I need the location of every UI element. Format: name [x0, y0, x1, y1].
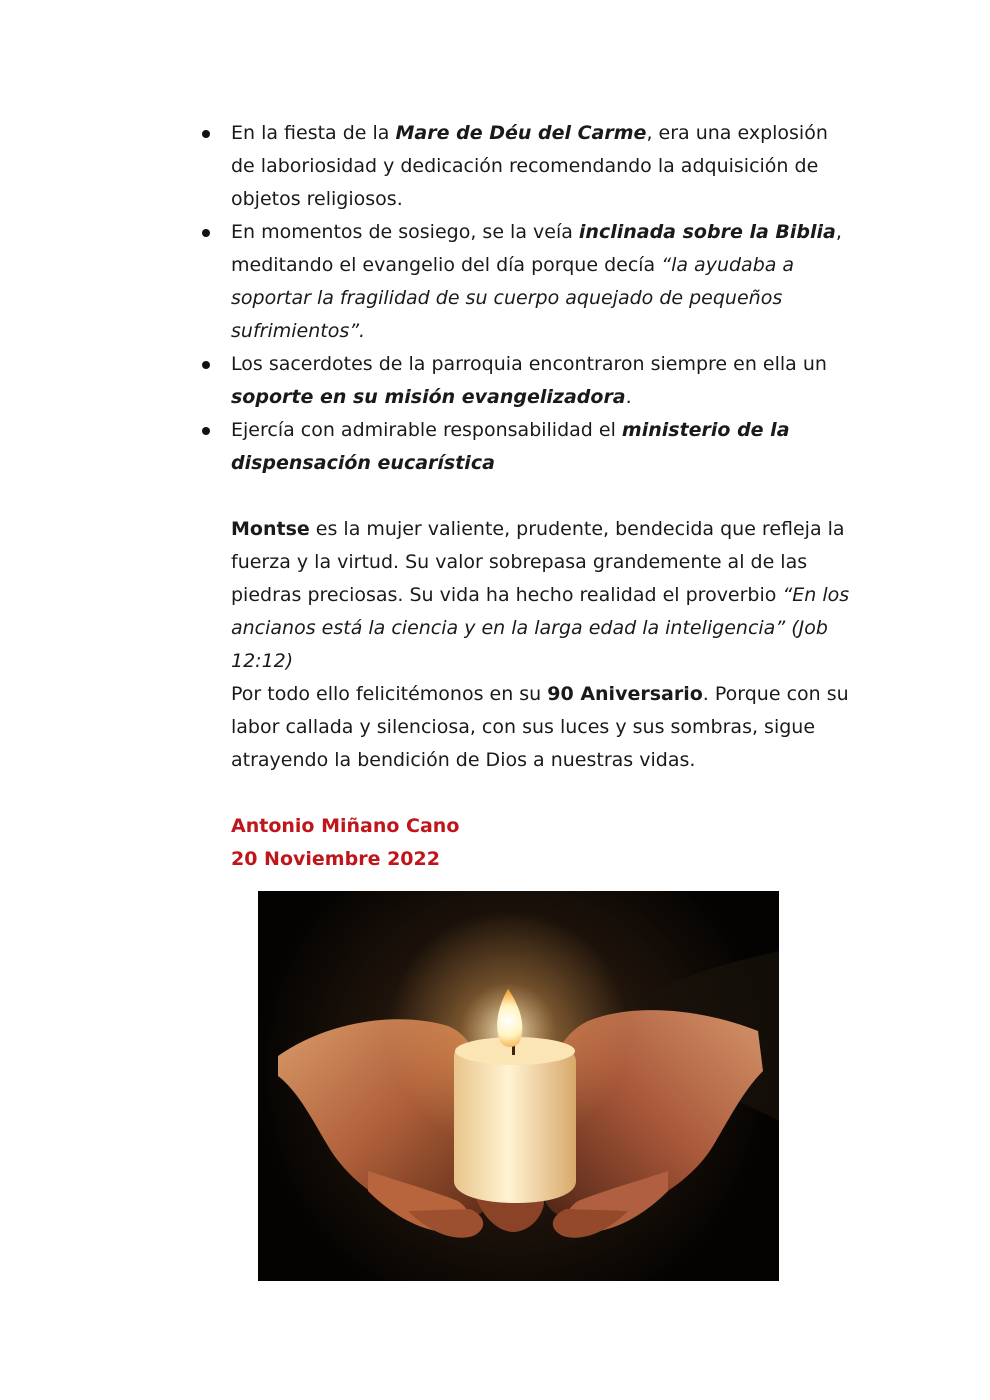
text-run: Los sacerdotes de la parroquia encontraron siempre en ella un	[231, 353, 827, 375]
text-run: .	[625, 386, 632, 408]
text-run: Por todo ello felicitémonos en su	[231, 683, 548, 705]
bullet-icon	[202, 130, 210, 138]
bullet-text	[231, 419, 790, 474]
bullet-list	[231, 117, 851, 480]
emphasis-run: ministerio de la dispensación eucarística	[231, 419, 790, 474]
spacer	[231, 777, 851, 810]
text-run: En momentos de sosiego, se la veía	[231, 221, 579, 243]
emphasis-run: soporte en su misión evangelizadora	[231, 386, 626, 408]
text-run: , era una explosión de laboriosidad y dedicación recomendando la adquisición de objetos religiosos.	[231, 122, 828, 210]
signature-date: 20 Noviembre 2022	[231, 848, 440, 870]
bullet-icon	[202, 361, 210, 369]
name-run: Montse	[231, 518, 310, 540]
bullet-icon	[202, 229, 210, 237]
bullet-icon	[202, 427, 210, 435]
candle-photo	[258, 891, 779, 1281]
paragraph-anniversary	[231, 678, 851, 777]
paragraph-montse	[231, 513, 851, 678]
bullet-item	[231, 216, 851, 348]
spacer	[231, 480, 851, 513]
signature-block	[231, 810, 851, 876]
quote-run: “En los ancianos está la ciencia y en la larga edad la inteligencia” (Job 12:12)	[231, 584, 850, 672]
text-run: . Porque con su labor callada y silenciosa, con sus luces y sus sombras, sigue atrayendo la bendición de Dios a nuestras vidas.	[231, 683, 849, 771]
candle-illustration	[258, 891, 779, 1281]
bullet-text	[231, 122, 828, 210]
text-run: En la fiesta de la	[231, 122, 396, 144]
signature-author: Antonio Miñano Cano	[231, 815, 460, 837]
emphasis-run: Mare de Déu del Carme	[395, 122, 647, 144]
bullet-text	[231, 221, 842, 342]
text-run: es la mujer valiente, prudente, bendecida que refleja la fuerza y la virtud. Su valor sobrepasa grandemente al de las piedras preciosas. Su vida ha hecho realidad el proverbio	[231, 518, 845, 606]
bullet-item	[231, 348, 851, 414]
quote-run: “la ayudaba a soportar la fragilidad de su cuerpo aquejado de pequeños sufrimientos”.	[231, 254, 795, 342]
emphasis-run: inclinada sobre la Biblia	[578, 221, 836, 243]
text-run: Ejercía con admirable responsabilidad el	[231, 419, 622, 441]
bullet-item	[231, 414, 851, 480]
text-run: , meditando el evangelio del día porque decía	[231, 221, 842, 276]
bullet-item	[231, 117, 851, 216]
document-content	[231, 117, 851, 876]
emphasis-run: 90 Aniversario	[547, 683, 703, 705]
bullet-text	[231, 353, 827, 408]
